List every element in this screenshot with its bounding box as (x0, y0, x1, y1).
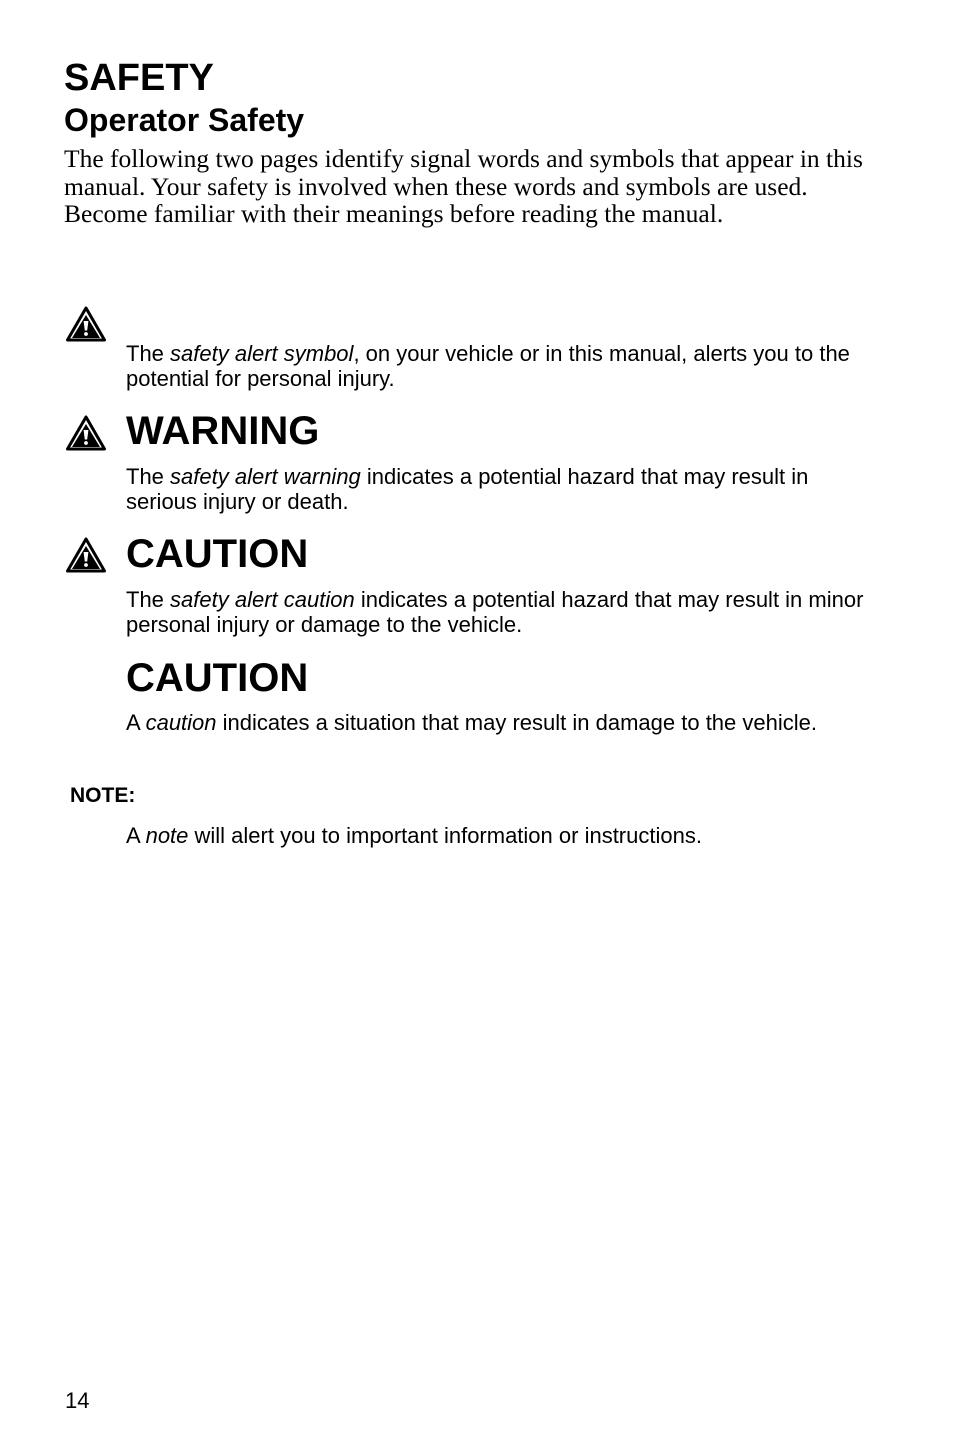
page-title: SAFETY (64, 57, 214, 99)
warning-description: The safety alert warning indicates a potential hazard that may result in serious injury or death. (126, 464, 809, 514)
intro-paragraph: The following two pages identify signal words and symbols that appear in this manual. Your safety is involved when these words and symbols are used. Become familiar with their meanings before reading the manual. (64, 144, 863, 228)
note-label: NOTE: (70, 784, 136, 807)
note-description: A note will alert you to important information or instructions. (126, 823, 702, 848)
warning-heading: WARNING (126, 409, 320, 453)
caution-description: A caution indicates a situation that may result in damage to the vehicle. (126, 710, 817, 735)
caution-alert-description: The safety alert caution indicates a potential hazard that may result in minor personal injury or damage to the vehicle. (126, 587, 864, 637)
warning-triangle-icon (66, 415, 106, 451)
page-number: 14 (65, 1388, 90, 1413)
safety-alert-symbol-description: The safety alert symbol, on your vehicle or in this manual, alerts you to the potential for personal injury. (126, 341, 850, 391)
warning-triangle-icon (66, 537, 106, 573)
section-title: Operator Safety (64, 102, 305, 138)
caution-heading: CAUTION (126, 656, 309, 700)
caution-alert-heading: CAUTION (126, 532, 309, 576)
warning-triangle-icon (66, 306, 106, 342)
